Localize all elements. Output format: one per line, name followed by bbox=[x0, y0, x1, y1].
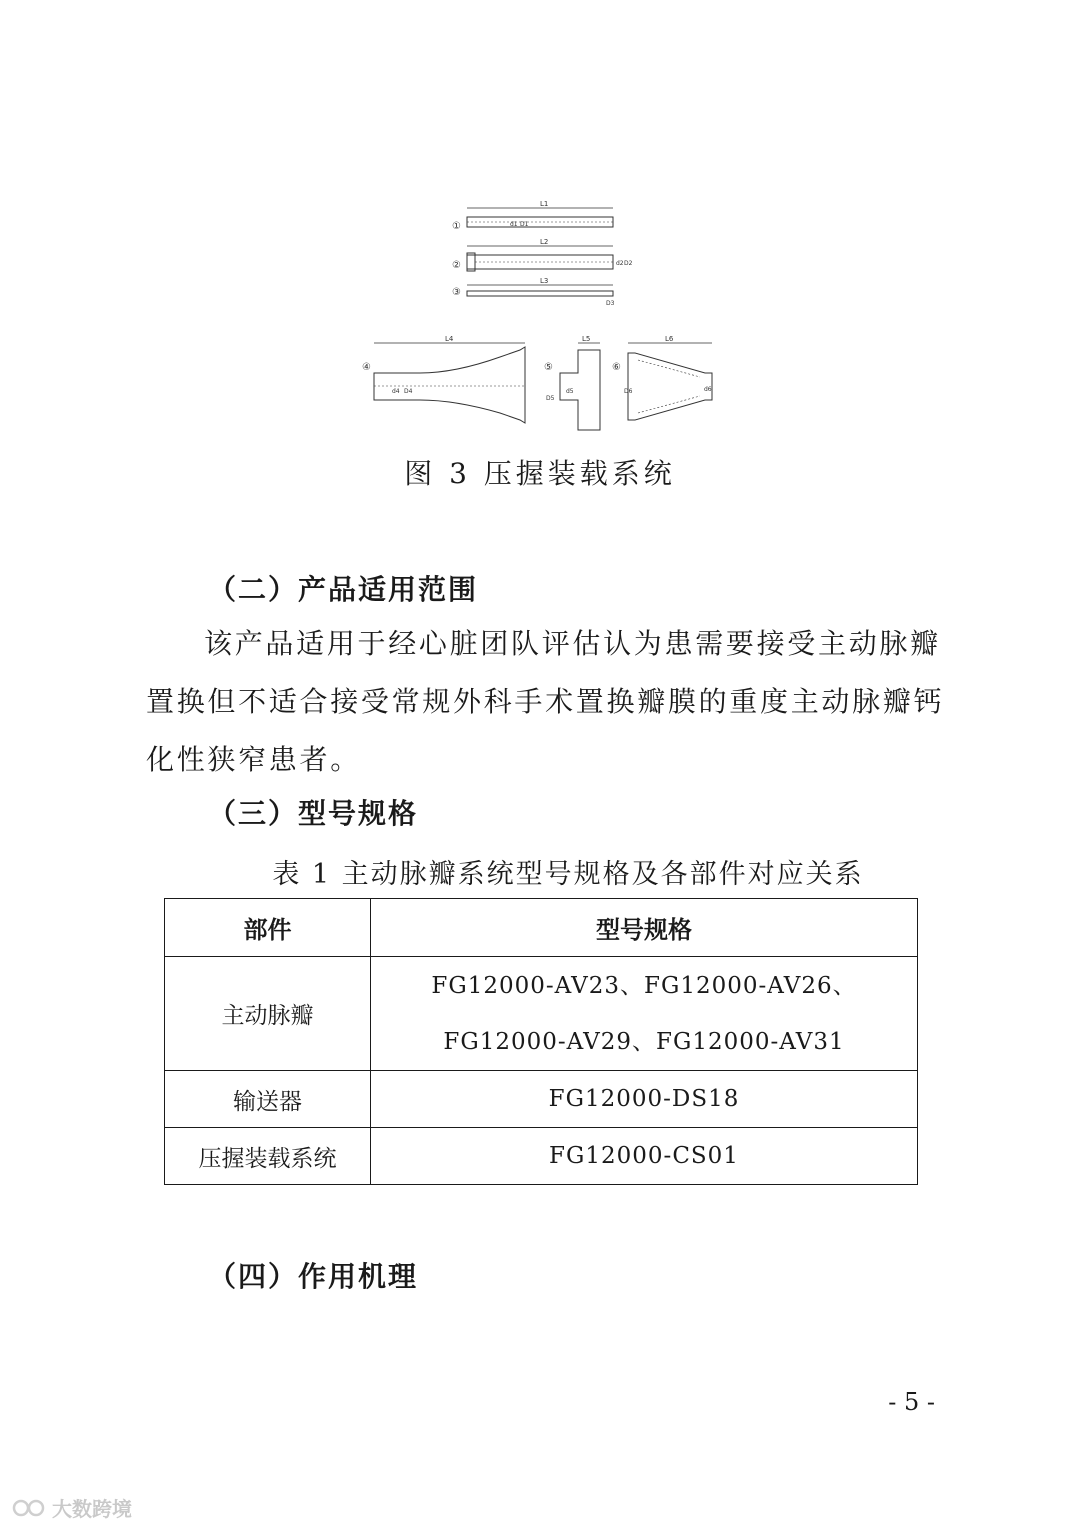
scope-paragraph: 该产品适用于经心脏团队评估认为患需要接受主动脉瓣置换但不适合接受常规外科手术置换瓣膜的重度主动脉瓣钙化性狭窄患者。 bbox=[146, 627, 945, 776]
table-row bbox=[165, 1128, 918, 1185]
svg-text:L3: L3 bbox=[540, 277, 549, 285]
svg-text:d6: d6 bbox=[704, 386, 712, 393]
model-line: FG12000-AV23、FG12000-AV26、 bbox=[431, 972, 857, 999]
part-3-rod bbox=[467, 291, 613, 296]
svg-text:D2: D2 bbox=[624, 260, 633, 267]
svg-text:L5: L5 bbox=[582, 335, 591, 343]
model-cell bbox=[371, 1128, 918, 1185]
mechanism-heading: （四）作用机理 bbox=[208, 1260, 419, 1293]
svg-text:D3: D3 bbox=[606, 300, 615, 307]
page-number: - 5 - bbox=[888, 1388, 935, 1416]
svg-text:L6: L6 bbox=[665, 335, 674, 343]
table-row bbox=[165, 957, 918, 1071]
svg-text:D5: D5 bbox=[546, 395, 555, 402]
svg-text:d5: d5 bbox=[566, 388, 574, 395]
part-5-number: ⑤ bbox=[544, 362, 553, 373]
part-6-cone bbox=[628, 353, 712, 420]
watermark bbox=[12, 1493, 132, 1522]
part-6-number: ⑥ bbox=[612, 362, 621, 373]
svg-text:D6: D6 bbox=[624, 388, 633, 395]
svg-text:d1: d1 bbox=[510, 221, 518, 228]
spec-heading: （三）型号规格 bbox=[208, 797, 419, 830]
model-cell bbox=[371, 1071, 918, 1128]
model-line: FG12000-AV29、FG12000-AV31 bbox=[443, 1028, 845, 1055]
table-header-row bbox=[165, 899, 918, 957]
svg-text:D1: D1 bbox=[520, 221, 529, 228]
header-part: 部件 bbox=[165, 899, 371, 957]
table-row bbox=[165, 1071, 918, 1128]
svg-text:D4: D4 bbox=[404, 388, 413, 395]
spec-table bbox=[164, 898, 918, 1185]
part-4-number: ④ bbox=[362, 362, 371, 373]
svg-text:L1: L1 bbox=[540, 200, 549, 208]
model-line: FG12000-CS01 bbox=[549, 1143, 739, 1169]
part-4-funnel bbox=[374, 347, 525, 423]
part-1-number: ① bbox=[452, 221, 461, 232]
figure-caption: 图 3 压握装载系统 bbox=[404, 457, 676, 490]
model-line: FG12000-DS18 bbox=[548, 1086, 740, 1112]
watermark-text: 大数跨境 bbox=[52, 1497, 132, 1521]
part-2-number: ② bbox=[452, 260, 461, 271]
watermark-logo-icon bbox=[12, 1496, 46, 1520]
header-model: 型号规格 bbox=[371, 899, 918, 957]
svg-text:L2: L2 bbox=[540, 238, 549, 246]
model-cell bbox=[371, 957, 918, 1071]
part-cell: 输送器 bbox=[165, 1071, 371, 1128]
part-cell: 主动脉瓣 bbox=[165, 957, 371, 1071]
crimping-system-figure bbox=[360, 195, 720, 435]
svg-text:d4: d4 bbox=[392, 388, 400, 395]
svg-text:d2: d2 bbox=[616, 260, 624, 267]
scope-heading: （二）产品适用范围 bbox=[208, 573, 479, 606]
part-cell: 压握装载系统 bbox=[165, 1128, 371, 1185]
part-3-number: ③ bbox=[452, 287, 461, 298]
svg-text:L4: L4 bbox=[445, 335, 454, 343]
table-caption: 表 1 主动脉瓣系统型号规格及各部件对应关系 bbox=[272, 859, 864, 890]
